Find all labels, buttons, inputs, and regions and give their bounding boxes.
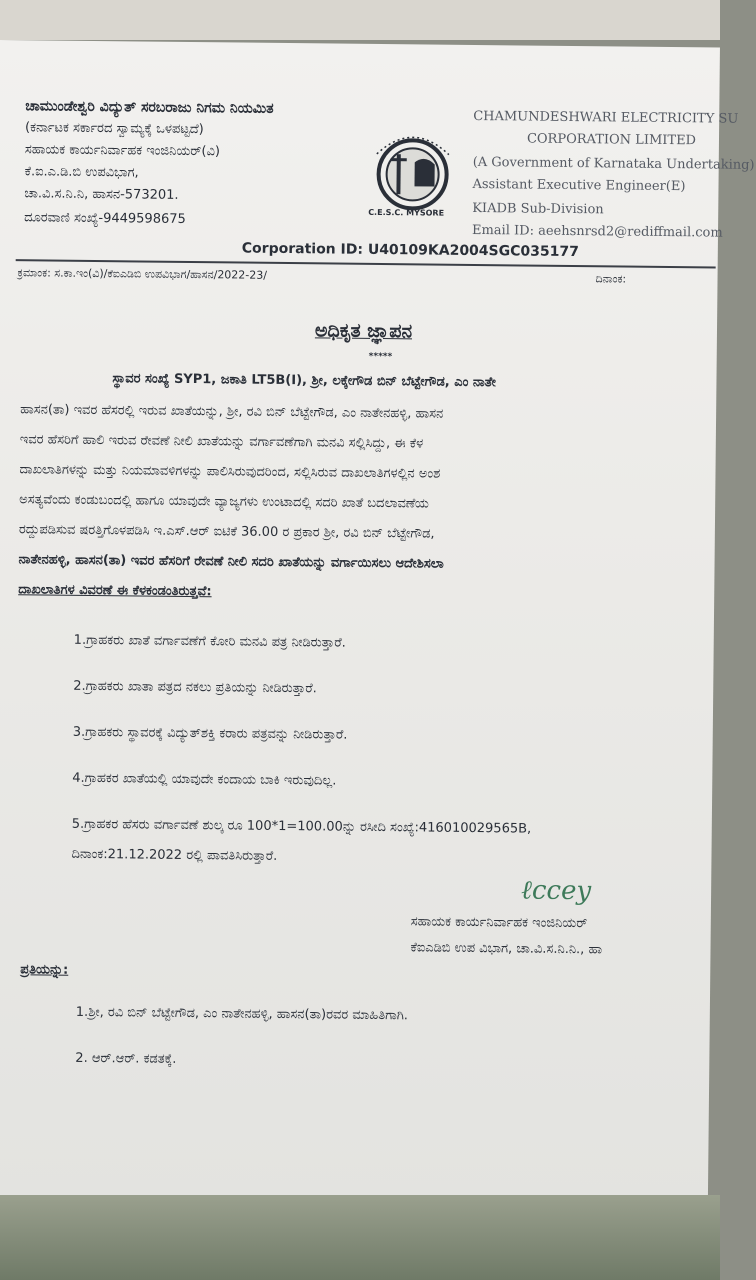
- document-item-4: 4.ಗ್ರಾಹಕರ ಖಾತೆಯಲ್ಲಿ ಯಾವುದೇ ಕಂದಾಯ ಬಾಕಿ ಇರುವುದಿಲ್ಲ.: [72, 770, 337, 789]
- body-line-6: ರದ್ದುಪಡಿಸುವ ಷರತ್ತಿಗೊಳಪಡಿಸಿ ಇ.ಎಸ್.ಆರ್ ಐಟಿಕೆ 36.00 ರ ಪ್ರಕಾರ ಶ್ರೀ, ರವಿ ಬಿನ್ ಬೆಟ್ಟೇಗೌಡ,: [18, 522, 435, 542]
- copies-heading: ಪ್ರತಿಯನ್ನು:: [20, 962, 69, 978]
- header-left-phone: ದೂರವಾಣಿ ಸಂಖ್ಯೆ-9449598675: [24, 210, 186, 227]
- copy-recipient-1: 1.ಶ್ರೀ, ರವಿ ಬಿನ್ ಬೆಟ್ಟೇಗೌಡ, ಎಂ ನಾತೇನಹಳ್ಳಿ, ಹಾಸನ(ತಾ)ರವರ ಮಾಹಿತಿಗಾಗಿ.: [75, 1004, 409, 1024]
- document-item-3: 3.ಗ್ರಾಹಕರು ಸ್ಥಾವರಕ್ಕೆ ವಿದ್ಯುತ್‌ಶಕ್ತಿ ಕರಾರು ಪತ್ರವನ್ನು ನೀಡಿರುತ್ತಾರೆ.: [72, 724, 348, 743]
- body-line-1: ಸ್ಥಾವರ ಸಂಖ್ಯೆ SYP1, ಜಕಾತಿ LT5B(I), ಶ್ರೀ, ಲಕ್ಕೇಗೌಡ ಬಿನ್ ಬೆಟ್ಟೇಗೌಡ, ಎಂ ನಾತೇ: [112, 371, 496, 391]
- header-left-subdivision: ಕೆ.ಐ.ಎ.ಡಿ.ಬಿ ಉಪವಿಭಾಗ,: [24, 164, 139, 181]
- copy-recipient-2: 2. ಆರ್.ಆರ್. ಕಡತಕ್ಕೆ.: [75, 1050, 177, 1067]
- reference-date-label: ದಿನಾಂಕ:: [595, 272, 627, 286]
- document-item-1: 1.ಗ್ರಾಹಕರು ಖಾತೆ ವರ್ಗಾವಣೆಗೆ ಕೋರಿ ಮನವಿ ಪತ್ರ ನೀಡಿರುತ್ತಾರೆ.: [73, 632, 346, 651]
- header-right-subdivision: KIADB Sub-Division: [472, 200, 604, 218]
- memo-document: [0, 40, 755, 1207]
- signature-designation: ಸಹಾಯಕ ಕಾರ್ಯನಿರ್ವಾಹಕ ಇಂಜಿನಿಯರ್: [410, 914, 588, 932]
- header-left-org-name: ಚಾಮುಂಡೇಶ್ವರಿ ವಿದ್ಯುತ್ ಸರಬರಾಜು ನಿಗಮ ನಿಯಮಿತ: [25, 98, 274, 117]
- documents-heading: ದಾಖಲಾತಿಗಳ ವಿವರಣೆ ಈ ಕೆಳಕಂಡಂತಿರುತ್ತವೆ:: [18, 582, 212, 600]
- body-line-5: ಅಸತ್ಯವೆಂದು ಕಂಡುಬಂದಲ್ಲಿ ಹಾಗೂ ಯಾವುದೇ ವ್ಯಾಜ್ಯಗಳು ಉಂಟಾದಲ್ಲಿ ಸದರಿ ಖಾತೆ ಬದಲಾವಣೆಯ: [19, 492, 429, 512]
- body-line-7: ನಾತೇನಹಳ್ಳಿ, ಹಾಸನ(ತಾ) ಇವರ ಹೆಸರಿಗೆ ರೇವಣೆ ನೀಲಿ ಸದರಿ ಖಾತೆಯನ್ನು ವರ್ಗಾಯಿಸಲು ಆದೇಶಿಸಲಾ: [18, 552, 444, 572]
- memo-title: ಅಧಿಕೃತ ಜ್ಞಾಪನ: [314, 319, 413, 343]
- header-left-undertaking: (ಕರ್ನಾಟಕ ಸರ್ಕಾರದ ಸ್ವಾಮ್ಯಕ್ಕೆ ಒಳಪಟ್ಟದೆ): [25, 120, 204, 138]
- header-right-corporation: CORPORATION LIMITED: [526, 131, 697, 149]
- header-left-address: ಚಾ.ವಿ.ಸ.ನಿ.ನಿ, ಹಾಸನ-573201.: [24, 186, 179, 203]
- header-right-email: Email ID: aeehsnrsd2@rediffmail.com: [471, 222, 723, 241]
- document-item-2: 2.ಗ್ರಾಹಕರು ಖಾತಾ ಪತ್ರದ ನಕಲು ಪ್ರತಿಯನ್ನು ನೀಡಿರುತ್ತಾರೆ.: [73, 678, 317, 697]
- body-line-2: ಹಾಸನ(ತಾ) ಇವರ ಹೆಸರಲ್ಲಿ ಇರುವ ಖಾತೆಯನ್ನು, ಶ್ರೀ, ರವಿ ಬಿನ್ ಬೆಟ್ಟೇಗೌಡ, ಎಂ ನಾತೇನಹಳ್ಳಿ, ಹಾಸನ: [20, 402, 444, 422]
- cesc-logo: [364, 124, 461, 221]
- document-item-5: 5.ಗ್ರಾಹಕರ ಹೆಸರು ವರ್ಗಾವಣೆ ಶುಲ್ಕ ರೂ 100*1=100.00ನ್ನು ರಸೀದಿ ಸಂಖ್ಯೆ:416010029565B,: [71, 816, 532, 837]
- title-stars: *****: [368, 351, 393, 363]
- reference-number: ಕ್ರಮಾಂಕ: ಸ.ಕಾ.ಇಂ(ವಿ)/ಕೆಐಎಡಿಬಿ ಉಪವಿಭಾಗ/ಹಾಸನ/2022-23/: [17, 266, 268, 282]
- corporation-id: Corporation ID: U40109KA2004SGC035177: [241, 240, 579, 261]
- header-right-designation: Assistant Executive Engineer(E): [472, 176, 686, 195]
- cesc-logo-icon: [364, 124, 461, 221]
- photo-background-bottom: [0, 1195, 720, 1280]
- header-left-designation: ಸಹಾಯಕ ಕಾರ್ಯನಿರ್ವಾಹಕ ಇಂಜಿನಿಯರ್(ವಿ): [24, 142, 221, 160]
- logo-caption: C.E.S.C. MYSORE: [368, 207, 445, 218]
- document-item-5-date: ದಿನಾಂಕ:21.12.2022 ರಲ್ಲಿ ಪಾವತಿಸಿರುತ್ತಾರೆ.: [71, 846, 278, 864]
- signature-office: ಕೆಐಎಡಿಬಿ ಉಪ ವಿಭಾಗ, ಚಾ.ವಿ.ಸ.ನಿ.ನಿ., ಹಾ: [410, 940, 603, 958]
- body-line-4: ದಾಖಲಾತಿಗಳನ್ನು ಮತ್ತು ನಿಯಮಾವಳಿಗಳನ್ನು ಪಾಲಿಸಿರುವುದರಿಂದ, ಸಲ್ಲಿಸಿರುವ ದಾಖಲಾತಿಗಳಲ್ಲಿನ ಅಂಶ: [19, 462, 441, 482]
- header-right-undertaking: (A Government of Karnataka Undertaking): [472, 154, 755, 173]
- header-right-company: CHAMUNDESHWARI ELECTRICITY SU: [473, 108, 739, 127]
- signature-mark: ℓccey: [520, 875, 592, 907]
- body-line-3: ಇವರ ಹೆಸರಿಗೆ ಹಾಲಿ ಇರುವ ರೇವಣೆ ನೀಲಿ ಖಾತೆಯನ್ನು ವರ್ಗಾವಣೆಗಾಗಿ ಮನವಿ ಸಲ್ಲಿಸಿದ್ದು, ಈ ಕೆಳ: [19, 432, 424, 452]
- photo-background-top: [0, 0, 720, 40]
